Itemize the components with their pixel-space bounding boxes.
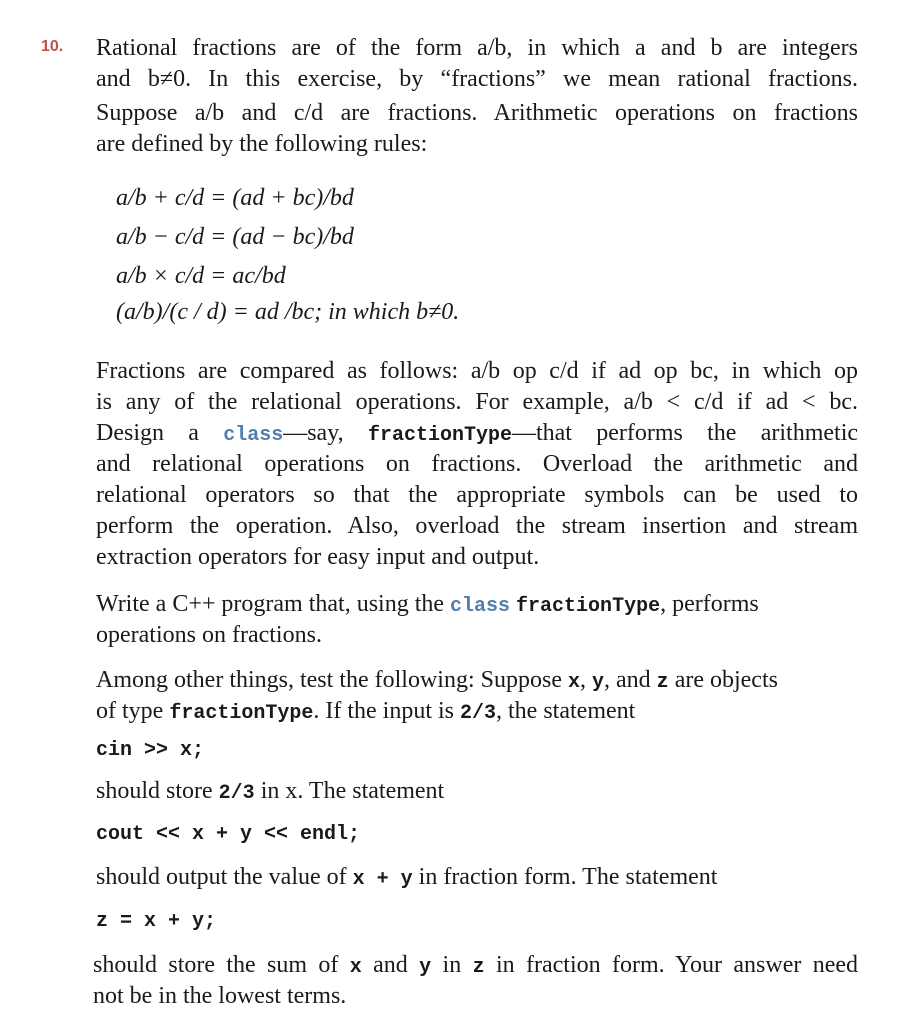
rule-multiplication: a/b × c/d = ac/bd	[116, 263, 286, 289]
class-keyword: class	[450, 595, 511, 618]
compare-line-6: perform the operation. Also, overload the stream insertion and stream	[96, 513, 858, 539]
sum-in-text: in	[442, 952, 462, 978]
store-post-text: in x. The statement	[260, 778, 445, 804]
class-name-code: fractionType	[516, 595, 661, 618]
input-value-code: 2/3	[460, 702, 497, 725]
var-x-code: x	[567, 671, 580, 694]
performs-text: —that performs the arithmetic	[511, 420, 859, 446]
write-text: Write a C++ program that, using the	[96, 591, 445, 617]
exercise-number: 10.	[41, 38, 64, 55]
output-line	[96, 862, 717, 895]
last-line: not be in the lowest terms.	[93, 983, 347, 1009]
intro-line-1: Rational fractions are of the form a/b, in which a and b are integers	[96, 35, 858, 61]
sum-text: should store the sum of	[93, 952, 339, 978]
rule-addition: a/b + c/d = (ad + bc)/bd	[116, 185, 354, 211]
store-line	[96, 776, 444, 809]
type-text: of type	[96, 698, 164, 724]
compare-line-7: extraction operators for easy input and output.	[96, 544, 540, 570]
intro-line-2: and b≠0. In this exercise, by “fractions” we mean rational fractions.	[96, 66, 858, 92]
compare-line-1: Fractions are compared as follows: a/b op c/d if ad op bc, in which op	[96, 358, 858, 384]
input-text: . If the input is	[313, 698, 454, 724]
var-z-code: z	[656, 671, 669, 694]
among-line-2	[96, 696, 635, 729]
output-post-text: in fraction form. The statement	[418, 864, 718, 890]
store-text: should store	[96, 778, 213, 804]
rule-subtraction: a/b − c/d = (ad − bc)/bd	[116, 224, 354, 250]
sum-z-code: z	[472, 956, 485, 979]
compare-line-2: is any of the relational operations. For example, a/b < c/d if ad < bc.	[96, 389, 858, 415]
class-name-code: fractionType	[169, 702, 314, 725]
performs-text: , performs	[660, 591, 759, 617]
sum-post-text: in fraction form. Your answer need	[495, 952, 858, 978]
write-line-1	[96, 589, 759, 622]
output-text: should output the value of	[96, 864, 347, 890]
var-y-code: y	[592, 671, 605, 694]
code-cin: cin >> x;	[96, 739, 205, 762]
statement-text: , the statement	[496, 698, 636, 724]
code-cout: cout << x + y << endl;	[96, 823, 361, 846]
compare-line-5: relational operators so that the appropriate symbols can be used to	[96, 482, 858, 508]
sum-and-text: and	[373, 952, 408, 978]
design-text: Design a	[96, 420, 199, 446]
sum-line	[93, 950, 858, 983]
sum-x-code: x	[349, 956, 362, 979]
intro-line-4: are defined by the following rules:	[96, 131, 428, 157]
rule-division: (a/b)/(c / d) = ad /bc; in which b≠0.	[116, 299, 460, 325]
write-line-2: operations on fractions.	[96, 622, 322, 648]
class-name-code: fractionType	[367, 424, 512, 447]
class-keyword: class	[223, 424, 284, 447]
among-line-1: Among other things, test the following: Suppose x, y, and z are objects	[96, 667, 778, 694]
compare-line-4: and relational operations on fractions. Overload the arithmetic and	[96, 451, 858, 477]
sum-y-code: y	[419, 956, 432, 979]
code-assign: z = x + y;	[96, 910, 217, 933]
say-text: —say,	[283, 420, 344, 446]
among-text: Among other things, test the following: Suppose	[96, 667, 562, 693]
store-value-code: 2/3	[218, 782, 255, 805]
objects-text: are objects	[674, 667, 778, 693]
intro-line-3: Suppose a/b and c/d are fractions. Arithmetic operations on fractions	[96, 100, 858, 126]
compare-line-3	[96, 418, 858, 451]
output-expr-code: x + y	[352, 868, 413, 891]
